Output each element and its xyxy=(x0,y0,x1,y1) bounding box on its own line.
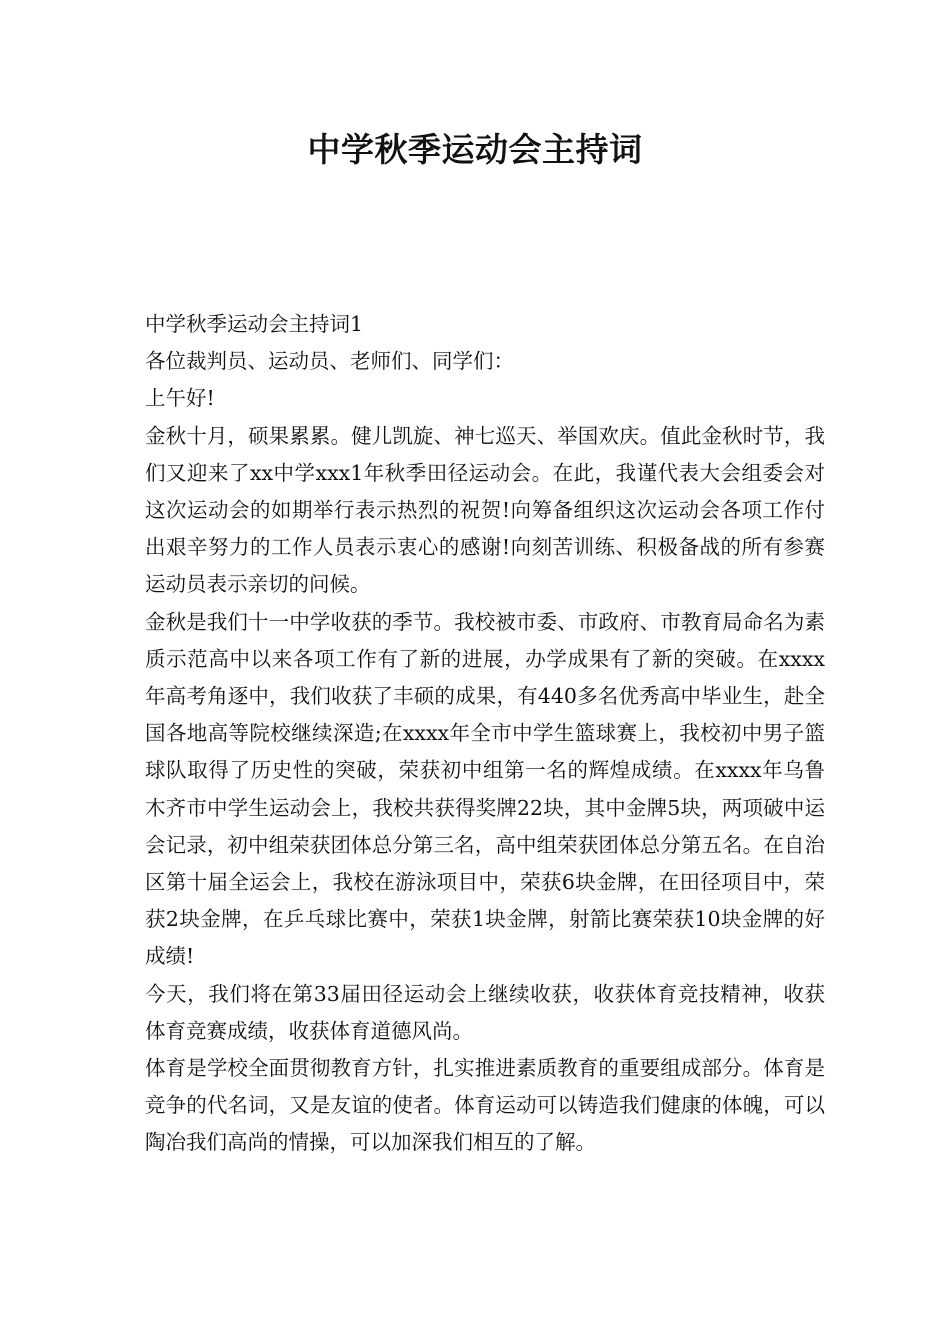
paragraph-sports-education: 体育是学校全面贯彻教育方针，扎实推进素质教育的重要组成部分。体育是竞争的代名词，又是友谊的使者。体育运动可以铸造我们健康的体魄，可以陶冶我们高尚的情操，可以加深我们相互的了解。 xyxy=(145,1056,825,1155)
document-title: 中学秋季运动会主持词 xyxy=(307,130,643,169)
paragraph-salutation: 各位裁判员、运动员、老师们、同学们： xyxy=(145,349,514,374)
paragraph-subtitle: 中学秋季运动会主持词1 xyxy=(145,312,364,336)
paragraph-today: 今天，我们将在第33届田径运动会上继续收获，收获体育竞技精神，收获体育竞赛成绩，收获体育道德风尚。 xyxy=(145,981,825,1043)
document-body xyxy=(145,306,825,1162)
paragraph-greeting: 上午好! xyxy=(145,386,215,411)
paragraph-achievements: 金秋是我们十一中学收获的季节。我校被市委、市政府、市教育局命名为素质示范高中以来各项工作有了新的进展，办学成果有了新的突破。在xxxx年高考角逐中，我们收获了丰硕的成果，有440多名优秀高中毕业生，赴全国各地高等院校继续深造;在xxxx年全市中学生篮球赛上，我校初中男子篮球队取得了历史性的突破，荣获初中组第一名的辉煌成绩。在xxxx年乌鲁木齐市中学生运动会上，我校共获得奖牌22块，其中金牌5块，两项破中运会记录，初中组荣获团体总分第三名，高中组荣获团体总分第五名。在自治区第十届全运会上，我校在游泳项目中，荣获6块金牌，在田径项目中，荣获2块金牌，在乒乓球比赛中，荣获1块金牌，射箭比赛荣获10块金牌的好成绩! xyxy=(145,609,825,969)
paragraph-opening: 金秋十月，硕果累累。健儿凯旋、神七巡天、举国欢庆。值此金秋时节，我们又迎来了xx中学xxx1年秋季田径运动会。在此，我谨代表大会组委会对这次运动会的如期举行表示热烈的祝贺!向筹备组织这次运动会各项工作付出艰辛努力的工作人员表示衷心的感谢!向刻苦训练、积极备战的所有参赛运动员表示亲切的问候。 xyxy=(145,423,825,597)
